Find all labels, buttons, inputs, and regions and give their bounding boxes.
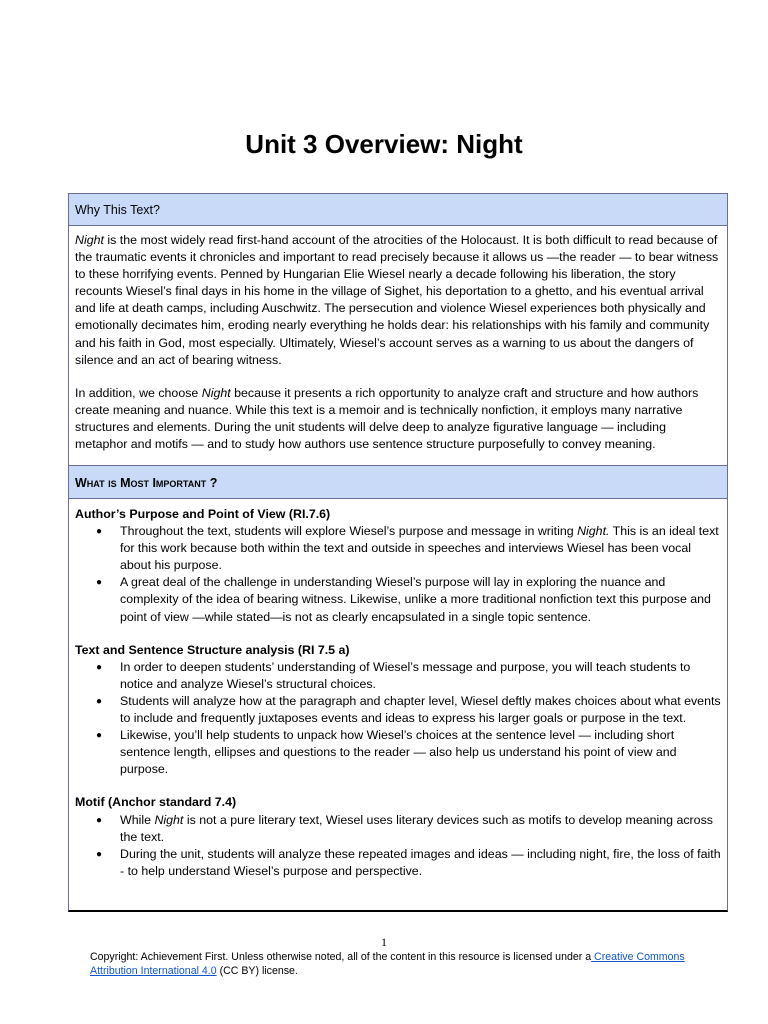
paragraph: [75, 232, 721, 369]
page-number: 1: [381, 935, 387, 949]
group-heading: Author’s Purpose and Point of View (RI.7.6): [75, 507, 331, 521]
paragraph: [75, 385, 721, 453]
paragraph-text: In addition, we choose: [75, 385, 202, 400]
why-this-text-body: [75, 232, 721, 453]
book-title: Night: [75, 233, 104, 247]
list-item: ● During the unit, students will analyze these repeated images and ideas — including night, fire, the loss of faith - to help understand Wiesel’s purpose and perspective.: [75, 846, 721, 880]
list-item: ● Throughout the text, students will explore Wiesel’s purpose and message in writing Night. This is an ideal text for this work because both within the text and outside in speeches and interviews Wiesel has been vocal about his purpose.: [75, 523, 721, 574]
paragraph-text: is the most widely read first-hand account of the atrocities of the Holocaust. It is both difficult to read because of the traumatic events it chronicles and important to read precisely because it allows us —the reader — to bear witness to these horrifying events. Penned by Hungarian Elie Wiesel nearly a decade following his liberation, the story recounts Wiesel’s final days in his home in the village of Sighet, his deportation to a ghetto, and his eventual arrival and life at death camps, including Auschwitz. The persecution and violence Wiesel experiences both physically and emotionally decimates him, eroding nearly everything he holds dear: his relationships with his family and community and his faith in God, most especially. Ultimately, Wiesel’s account serves as a warning to us about the dangers of silence and an act of bearing witness.: [75, 233, 719, 367]
copyright-footer: [90, 950, 690, 978]
why-this-text-header: Why This Text?: [69, 194, 727, 226]
book-title: Night: [201, 385, 231, 400]
list-item: ● Students will analyze how at the paragraph and chapter level, Wiesel deftly makes choices about what events to include and frequently juxtaposes events and ideas to express his larger goals or purpose in the text.: [75, 693, 721, 727]
license-link[interactable]: Creative Commons Attribution International 4.0: [90, 951, 685, 977]
page-title: Unit 3 Overview: Night: [245, 129, 523, 159]
most-important-body: [75, 506, 721, 880]
group-heading: Motif (Anchor standard 7.4): [75, 795, 237, 810]
header-text: What is Most Important: [75, 476, 207, 490]
most-important-header: [69, 465, 727, 499]
footer-text-end: (CC BY) license.: [216, 965, 298, 977]
overview-table: [68, 193, 728, 912]
paragraph-text: because it presents a rich opportunity to analyze craft and structure and how authors create meaning and nuance. While this text is a memoir and is technically nonfiction, it employs many narrative structures and elements. During the unit students will delve deep to analyze figurative language — including metaphor and motifs — and to study how authors use sentence structure purposefully to convey meaning.: [75, 385, 699, 452]
list-item: ● Likewise, you’ll help students to unpack how Wiesel’s choices at the sentence level — including short sentence length, ellipses and questions to the reader — also help us understand his point of view and purpose.: [75, 727, 721, 778]
list-item: ● In order to deepen students’ understanding of Wiesel’s message and purpose, you will teach students to notice and analyze Wiesel’s structural choices.: [75, 659, 721, 693]
bullet-list: [75, 812, 721, 880]
list-item: ● While Night is not a pure literary text, Wiesel uses literary devices such as motifs to develop meaning across the text.: [75, 812, 721, 846]
list-item: ● A great deal of the challenge in understanding Wiesel’s purpose will lay in exploring the nuance and complexity of the idea of bearing witness. Likewise, unlike a more traditional nonfiction text this purpose and point of view —while stated—is not as clearly encapsulated in a single topic sentence.: [75, 574, 721, 625]
footer-text: Copyright: Achievement First. Unless otherwise noted, all of the content in this resource is licensed under a: [90, 951, 592, 963]
header-suffix: ?: [206, 476, 218, 490]
bullet-list: [75, 659, 721, 779]
bullet-list: [75, 523, 721, 626]
group-heading: Text and Sentence Structure analysis (RI 7.5 a): [75, 642, 350, 657]
